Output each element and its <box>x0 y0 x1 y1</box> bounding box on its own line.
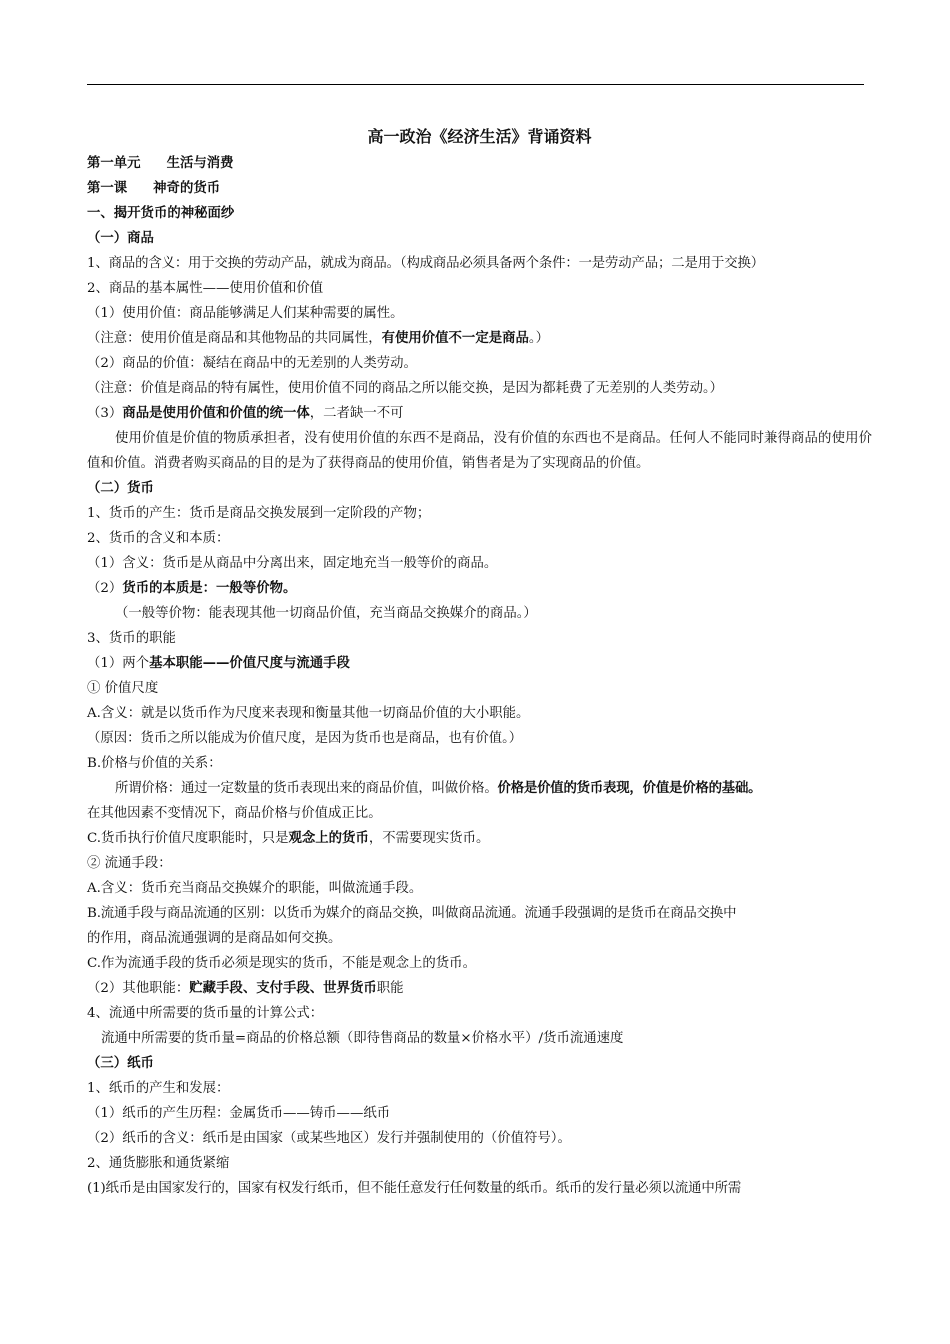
text-line: （注意：价值是商品的特有属性，使用价值不同的商品之所以能交换，是因为都耗费了无差别的人类劳动。） <box>87 381 724 396</box>
text-line: C.作为流通手段的货币必须是现实的货币，不能是观念上的货币。 <box>87 956 476 971</box>
unit-heading <box>87 151 872 176</box>
bold-text: 观念上的货币 <box>288 831 369 846</box>
text-line: （1）纸币的产生历程：金属货币——铸币——纸币 <box>87 1106 391 1121</box>
unit-label: 第一单元 <box>87 156 141 171</box>
lesson-label: 第一课 <box>87 181 128 196</box>
text-line: 4、流通中所需要的货币量的计算公式： <box>87 1006 324 1021</box>
bold-text: 价格是价值的货币表现，价值是价格的基础。 <box>497 781 762 796</box>
text-run: （1）两个 <box>87 656 150 671</box>
text-run: C.货币执行价值尺度职能时，只是 <box>87 831 289 846</box>
text-line: （原因：货币之所以能成为价值尺度，是因为货币也是商品，也有价值。） <box>87 731 523 746</box>
bold-text: 贮藏手段、支付手段、世界货币 <box>189 981 377 996</box>
subsection-heading-commodity: （一）商品 <box>87 231 154 246</box>
document-title: 高一政治《经济生活》背诵资料 <box>367 127 592 146</box>
lesson-heading <box>87 176 872 201</box>
text-run: ，不需要现实货币。 <box>368 831 490 846</box>
text-line <box>87 826 872 851</box>
text-line <box>87 976 872 1001</box>
text-line: 的作用，商品流通强调的是商品如何交换。 <box>87 931 342 946</box>
formula-line: 流通中所需要的货币量=商品的价格总额（即待售商品的数量×价格水平）/货币流通速度 <box>101 1031 624 1046</box>
lesson-name: 神奇的货币 <box>153 181 221 196</box>
text-line: 在其他因素不变情况下，商品价格与价值成正比。 <box>87 806 382 821</box>
text-line: 1、商品的含义：用于交换的劳动产品，就成为商品。（构成商品必须具备两个条件：一是劳动产品；二是用于交换） <box>87 256 764 271</box>
text-line: A.含义：就是以货币作为尺度来表现和衡量其他一切商品价值的大小职能。 <box>87 706 530 721</box>
text-line: 2、通货膨胀和通货紧缩 <box>87 1156 230 1171</box>
bold-text: 商品是使用价值和价值的统一体 <box>122 406 310 421</box>
document-body <box>87 124 872 1201</box>
text-run: （2）其他职能： <box>87 981 190 996</box>
text-line: 1、纸币的产生和发展： <box>87 1081 230 1096</box>
bold-text: 有使用价值不一定是商品 <box>381 331 529 346</box>
subsection-heading-money: （二）货币 <box>87 481 154 496</box>
text-run: 职能 <box>376 981 404 996</box>
header-rule <box>87 84 864 85</box>
text-run: 。） <box>528 331 549 346</box>
text-line: B.流通手段与商品流通的区别：以货币为媒介的商品交换，叫做商品流通。流通手段强调的是货币在商品交换中 <box>87 906 737 921</box>
text-line: （1）含义：货币是从商品中分离出来，固定地充当一般等价的商品。 <box>87 556 498 571</box>
text-line: 2、货币的含义和本质： <box>87 531 230 546</box>
text-line: （一般等价物：能表现其他一切商品价值，充当商品交换媒介的商品。） <box>115 606 537 621</box>
text-run: ，二者缺一不可 <box>309 406 404 421</box>
text-run: （2） <box>87 581 123 596</box>
text-line: 3、货币的职能 <box>87 631 176 646</box>
text-line: ① 价值尺度 <box>87 681 159 696</box>
paragraph: 使用价值是价值的物质承担者，没有使用价值的东西不是商品，没有价值的东西也不是商品。任何人不能同时兼得商品的使用价值和价值。消费者购买商品的目的是为了获得商品的使用价值，销售者是为了实现商品的价值。 <box>87 431 872 471</box>
text-line <box>87 401 872 426</box>
text-run: （3） <box>87 406 123 421</box>
text-line: （2）商品的价值：凝结在商品中的无差别的人类劳动。 <box>87 356 417 371</box>
subsection-heading-paper-money: （三）纸币 <box>87 1056 154 1071</box>
text-line: A.含义：货币充当商品交换媒介的职能，叫做流通手段。 <box>87 881 423 896</box>
text-line: ② 流通手段： <box>87 856 172 871</box>
text-line <box>87 576 872 601</box>
text-line: 2、商品的基本属性——使用价值和价值 <box>87 281 324 296</box>
text-line: （2）纸币的含义：纸币是由国家（或某些地区）发行并强制使用的（价值符号）。 <box>87 1131 571 1146</box>
text-run: （注意：使用价值是商品和其他物品的共同属性， <box>87 331 382 346</box>
text-line <box>87 326 872 351</box>
text-line: （1）使用价值：商品能够满足人们某种需要的属性。 <box>87 306 404 321</box>
bold-text: 货币的本质是：一般等价物。 <box>122 581 297 596</box>
text-line: B.价格与价值的关系： <box>87 756 222 771</box>
text-run: 所谓价格：通过一定数量的货币表现出来的商品价值，叫做价格。 <box>115 781 498 796</box>
text-line: (1)纸币是由国家发行的，国家有权发行纸币，但不能任意发行任何数量的纸币。纸币的发行量必须以流通中所需 <box>87 1181 742 1196</box>
text-line <box>87 776 872 801</box>
text-line <box>87 651 872 676</box>
bold-text: 基本职能——价值尺度与流通手段 <box>149 656 350 671</box>
text-line: 1、货币的产生：货币是商品交换发展到一定阶段的产物； <box>87 506 431 521</box>
unit-name: 生活与消费 <box>166 156 234 171</box>
section-heading-1: 一、揭开货币的神秘面纱 <box>87 206 235 221</box>
